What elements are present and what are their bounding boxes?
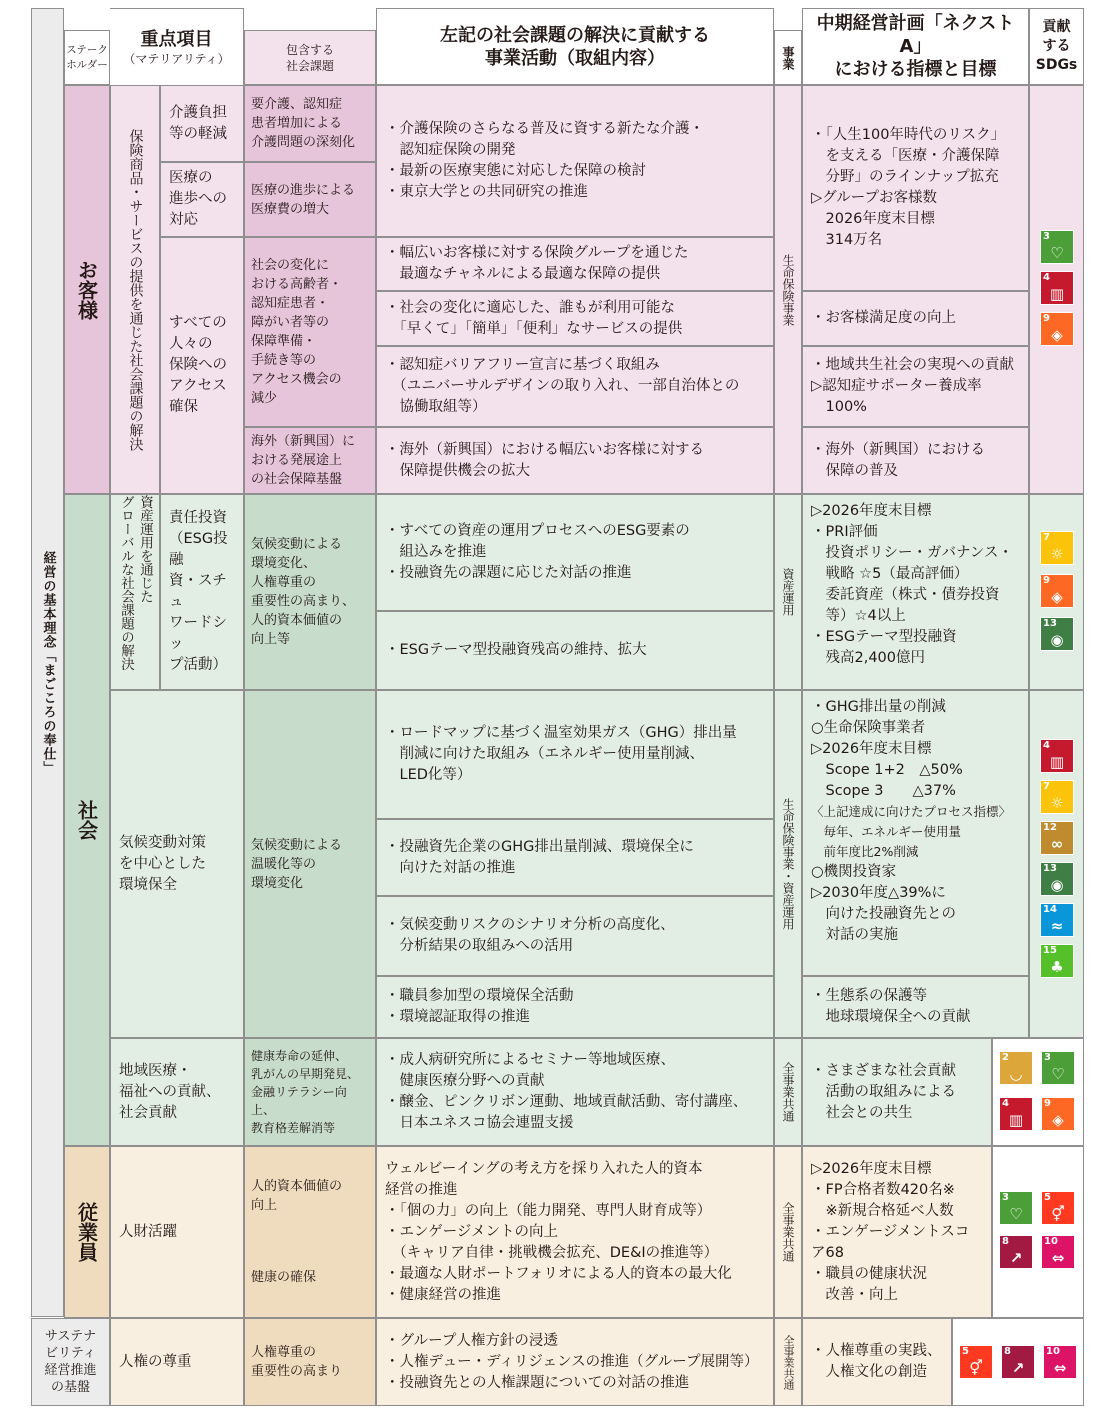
sdgs-climate: [1029, 690, 1084, 1038]
header-activities: 左記の社会課題の解決に貢献する 事業活動（取組内容）: [376, 8, 774, 85]
theme-global-label: グローバルな社会課題の解決: [118, 495, 134, 671]
activity-rights: ・グループ人権方針の浸透 ・人権デュー・ディリジェンスの推進（グループ展開等） ・投融資先との人権課題についての対話の推進: [376, 1318, 774, 1406]
kpi-ghg-investor: ○機関投資家 ▷2030年度△39%に 向けた投融資先との 対話の実施: [811, 864, 956, 943]
activity-community: ・成人病研究所によるセミナー等地域医療、 健康医療分野への貢献 ・醸金、ピンクリボン運動、地域貢献活動、寄付講座、 日本ユネスコ協会連盟支援: [376, 1038, 774, 1146]
header-materiality: 重点項目 （マテリアリティ）: [110, 8, 244, 85]
stakeholder-customers: お客様: [64, 85, 110, 494]
philosophy-band: [31, 8, 64, 1317]
business-life-asset: 生命保険事業・資産運用: [774, 690, 802, 1038]
kpi-pri: ▷2026年度末目標 ・PRI評価 投資ポリシー・ガバナンス・ 戦略 ☆5（最高評価） 委託資産（株式・債券投資 等）☆4以上 ・ESGテーマ型投融資 残高2,400億円: [802, 494, 1029, 690]
sdg-12-tile: 12 ∞: [1040, 821, 1074, 855]
activity-barrier-free: ・認知症バリアフリー宣言に基づく取組み （ユニバーサルデザインの取り入れ、一部自治体との 協働取組等）: [376, 346, 774, 427]
tree-icon: ♣: [1050, 958, 1064, 976]
sdg-4-tile: 4 ▥: [999, 1097, 1033, 1131]
activity-scenario: ・気候変動リスクのシナリオ分析の高度化、 分析結果の取組みへの活用: [376, 896, 774, 976]
business-all-employees: 全事業共通: [774, 1146, 802, 1318]
theme-insurance: 保険商品・サービスの提供を通じた社会課題の解決: [110, 85, 160, 494]
sdg-14-tile: 14 ≈: [1040, 903, 1074, 937]
equality-icon: ⇔: [1053, 1359, 1067, 1377]
kpi-dementia: ・地域共生社会の実現への貢献 ▷認知症サポーター養成率 100%: [802, 346, 1029, 427]
kpi-lineup: ・「人生100年時代のリスク」 を支える「医療・介護保障 分野」のラインナップ拡充 ▷グループお客様数 2026年度末目標 314万名: [802, 85, 1029, 291]
header-business: 事業: [774, 30, 802, 85]
theme-asset-label: 資産運用を通じた: [137, 495, 153, 603]
issue-access: 社会の変化に おける高齢者・ 認知症患者・ 障がい者等の 保障準備・ 手続き等の アクセス機会の 減少: [244, 237, 376, 427]
header-kpi: 中期経営計画「ネクストA」 における指標と目標: [802, 8, 1029, 85]
activity-ghg-dialogue: ・投融資先企業のGHG排出量削減、環境保全に 向けた対話の推進: [376, 819, 774, 896]
business-all-society: 全事業共通: [774, 1038, 802, 1146]
kpi-satisfaction: ・お客様満足度の向上: [802, 291, 1029, 346]
sdg-3-tile: 3 ♡: [1041, 1051, 1075, 1085]
sdgs-esg: [1029, 494, 1084, 690]
eye-icon: ◉: [1050, 631, 1064, 649]
business-asset: 資産運用: [774, 494, 802, 690]
materiality-care: 介護負担 等の軽減: [160, 85, 244, 162]
activity-channel: ・幅広いお客様に対する保険グループを通じた 最適なチャネルによる最適な保障の提供: [376, 237, 774, 291]
issue-care: 要介護、認知症 患者増加による 介護問題の深刻化: [244, 85, 376, 162]
sdg-7-tile: 7 ☼: [1040, 780, 1074, 814]
sdg-8-tile: 8 ↗: [1001, 1345, 1035, 1379]
sdg-4-tile: 4 ▥: [1040, 739, 1074, 773]
issue-overseas: 海外（新興国）に おける発展途上 の社会保障基盤: [244, 427, 376, 494]
sdg-13-tile: 13 ◉: [1040, 617, 1074, 651]
stakeholder-society: 社会: [64, 494, 110, 1146]
heartbeat-icon: ♡: [1050, 244, 1064, 262]
sdg-9-tile: 9 ◈: [1040, 574, 1074, 608]
activity-overseas: ・海外（新興国）における幅広いお客様に対する 保障提供機会の拡大: [376, 427, 774, 494]
cubes-icon: ◈: [1052, 1111, 1064, 1129]
sdgs-community: [992, 1038, 1084, 1146]
sun-icon: ☼: [1050, 545, 1064, 563]
issue-medical: 医療の進歩による 医療費の増大: [244, 162, 376, 237]
activity-talent: ウェルビーイングの考え方を採り入れた人的資本 経営の推進 ・「個の力」の向上（能力開発、専門人財育成等） ・エンゲージメントの向上 （キャリア自律・挑戦機会拡充、DE&Iの推進等） ・最適な人財ポートフォリオによる人的資本の最大化 ・健康経営の推進: [376, 1146, 774, 1318]
activity-esg-process: ・すべての資産の運用プロセスへのESG要素の 組込みを推進 ・投融資先の課題に応じた対話の推進: [376, 494, 774, 611]
book-icon: ▥: [1049, 753, 1065, 771]
materiality-rights: 人権の尊重: [110, 1318, 244, 1406]
issue-climate: 気候変動による 温暖化等の 環境変化: [244, 690, 376, 1038]
bowl-icon: ◡: [1010, 1065, 1022, 1083]
materiality-access: すべての 人々の 保険への アクセス 確保: [160, 237, 244, 494]
sdg-9-tile: 9 ◈: [1040, 312, 1074, 346]
header-stakeholder: ステーク ホルダー: [64, 30, 110, 85]
activity-ghg-roadmap: ・ロードマップに基づく温室効果ガス（GHG）排出量 削減に向けた取組み（エネルギー使用量削減、 LED化等）: [376, 690, 774, 819]
sdg-3-tile: 3 ♡: [999, 1191, 1033, 1225]
sdg-10-tile: 10 ⇔: [1041, 1235, 1075, 1269]
issue-talent-health: 健康の確保: [251, 1269, 317, 1285]
philosophy-text: 経営の基本理念「まごころの奉仕」: [40, 550, 56, 775]
business-all-foundation: 全事業共通: [774, 1318, 802, 1406]
materiality-talent: 人財活躍: [110, 1146, 244, 1318]
activity-service: ・社会の変化に適応した、誰もが利用可能な 「早くて」「簡単」「便利」なサービスの提供: [376, 291, 774, 346]
gender-icon: ⚥: [969, 1359, 983, 1377]
header-issues: 包含する 社会課題: [244, 30, 376, 85]
sdgs-employees: [992, 1146, 1084, 1318]
kpi-ghg: [802, 690, 1029, 976]
activity-environment: ・職員参加型の環境保全活動 ・環境認証取得の推進: [376, 976, 774, 1038]
issue-community: 健康寿命の延伸、 乳がんの早期発見、 金融リテラシー向上、 教育格差解消等: [244, 1038, 376, 1146]
business-life-customers: 生命保険事業: [774, 85, 802, 494]
kpi-talent: ▷2026年度末目標 ・FP合格者数420名※ ※新規合格延べ人数 ・エンゲージメントスコア68 ・職員の健康状況 改善・向上: [802, 1146, 992, 1318]
kpi-rights: ・人権尊重の実践、 人権文化の創造: [802, 1318, 952, 1406]
fish-icon: ≈: [1050, 917, 1064, 935]
growth-chart-icon: ↗: [1009, 1249, 1023, 1267]
issue-esg: 気候変動による 環境変化、 人権尊重の 重要性の高まり、 人的資本価値の 向上等: [244, 494, 376, 690]
cubes-icon: ◈: [1051, 588, 1063, 606]
kpi-ghg-targets: ・GHG排出量の削減 ○生命保険事業者 ▷2026年度末目標 Scope 1+2 △50% Scope 3 △37%: [811, 699, 963, 799]
activity-esg-theme: ・ESGテーマ型投融資残高の維持、拡大: [376, 611, 774, 690]
equality-icon: ⇔: [1051, 1249, 1065, 1267]
sdg-5-tile: 5 ⚥: [959, 1345, 993, 1379]
kpi-ecosystem: ・生態系の保護等 地球環境保全への貢献: [802, 976, 1029, 1038]
sun-icon: ☼: [1050, 794, 1064, 812]
materiality-community: 地域医療・ 福祉への貢献、 社会貢献: [110, 1038, 244, 1146]
materiality-medical: 医療の 進歩への 対応: [160, 162, 244, 237]
eye-icon: ◉: [1050, 876, 1064, 894]
materiality-climate: 気候変動対策 を中心とした 環境保全: [110, 690, 244, 1038]
activity-care-medical: ・介護保険のさらなる普及に資する新たな介護・ 認知症保険の開発 ・最新の医療実態に対応した保障の検討 ・東京大学との共同研究の推進: [376, 85, 774, 237]
book-icon: ▥: [1008, 1111, 1024, 1129]
stakeholder-foundation: サステナ ビリティ 経営推進 の基盤: [31, 1318, 110, 1406]
sdg-15-tile: 15 ♣: [1040, 944, 1074, 978]
book-icon: ▥: [1049, 285, 1065, 303]
theme-global: [110, 494, 160, 690]
stakeholder-employees: 従業員: [64, 1146, 110, 1318]
gender-icon: ⚥: [1051, 1205, 1065, 1223]
sdg-9-tile: 9 ◈: [1041, 1097, 1075, 1131]
kpi-community: ・さまざまな社会貢献 活動の取組みによる 社会との共生: [802, 1038, 992, 1146]
sdgs-foundation: [952, 1318, 1084, 1406]
sdg-5-tile: 5 ⚥: [1041, 1191, 1075, 1225]
sdg-13-tile: 13 ◉: [1040, 862, 1074, 896]
heartbeat-icon: ♡: [1051, 1065, 1065, 1083]
heartbeat-icon: ♡: [1009, 1205, 1023, 1223]
materiality-esg: 責任投資 （ESG投融 資・スチュ ワードシッ プ活動）: [160, 494, 244, 690]
sdg-8-tile: 8 ↗: [999, 1235, 1033, 1269]
issue-talent-capital: 人的資本価値の 向上: [251, 1179, 343, 1214]
sdgs-customers: [1029, 85, 1084, 494]
kpi-ghg-process: 〈上記達成に向けたプロセス指標〉 毎年、エネルギー使用量 前年度比2%削減: [811, 804, 1012, 859]
kpi-overseas: ・海外（新興国）における 保障の普及: [802, 427, 1029, 494]
sdg-2-tile: 2 ◡: [999, 1051, 1033, 1085]
issue-rights: 人権尊重の 重要性の高まり: [244, 1318, 376, 1406]
issue-talent: [244, 1146, 376, 1318]
growth-chart-icon: ↗: [1011, 1359, 1025, 1377]
sdg-4-tile: 4 ▥: [1040, 271, 1074, 305]
sdg-7-tile: 7 ☼: [1040, 531, 1074, 565]
infinity-icon: ∞: [1050, 835, 1064, 853]
sdg-3-tile: 3 ♡: [1040, 230, 1074, 264]
header-sdgs: 貢献 する SDGs: [1029, 8, 1084, 85]
sdg-10-tile: 10 ⇔: [1043, 1345, 1077, 1379]
cubes-icon: ◈: [1051, 326, 1063, 344]
